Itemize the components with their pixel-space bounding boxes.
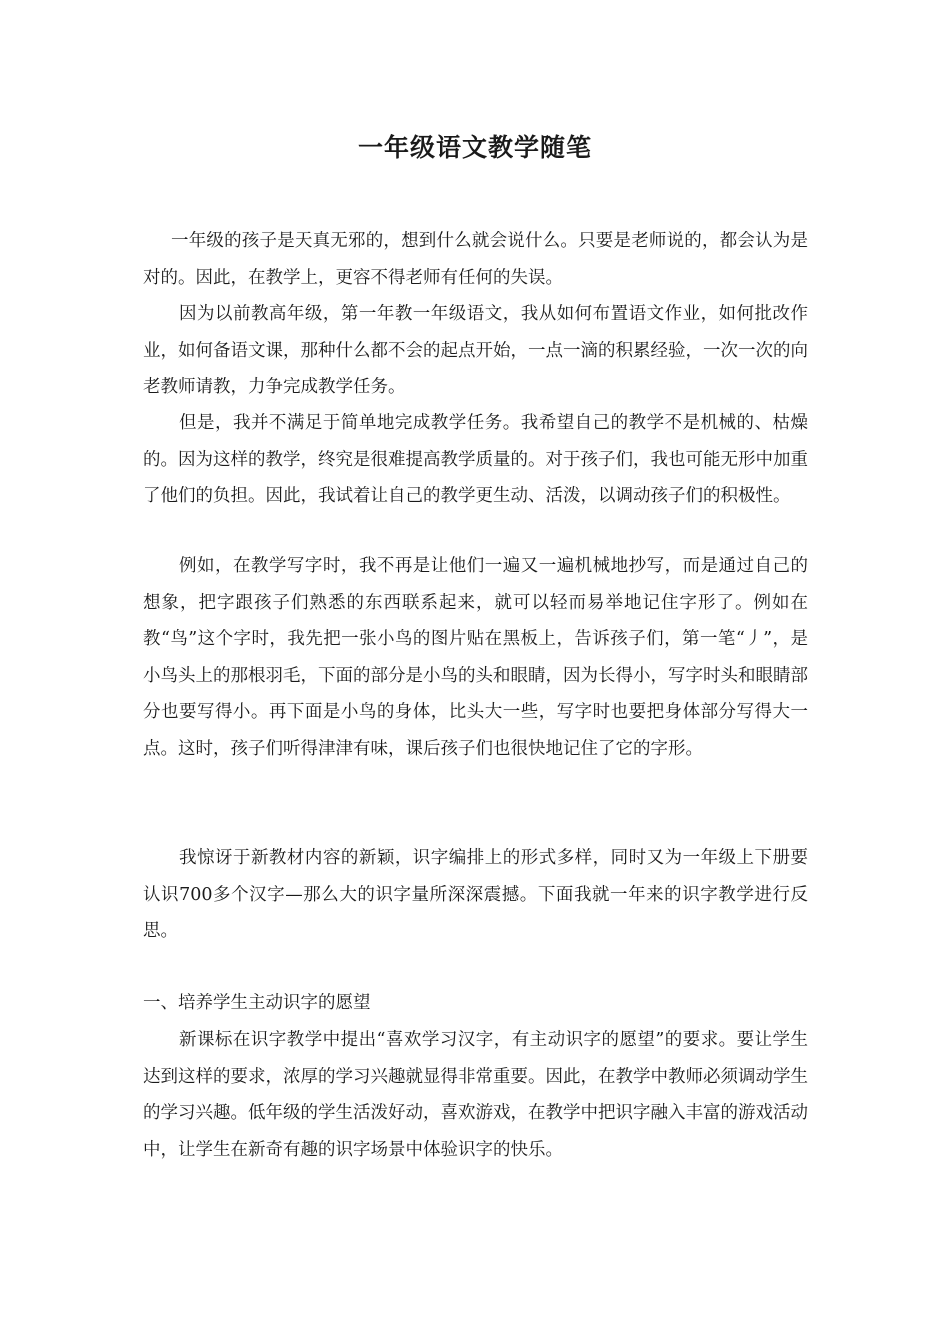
paragraph-1: 一年级的孩子是天真无邪的，想到什么就会说什么。只要是老师说的，都会认为是对的。因此，在教学上，更容不得老师有任何的失误。: [143, 231, 808, 288]
document-title: 一年级语文教学随笔: [357, 133, 592, 162]
paragraph-2: 因为以前教高年级，第一年教一年级语文，我从如何布置语文作业，如何批改作业，如何备语文课，那种什么都不会的起点开始，一点一滴的积累经验，一次一次的向老教师请教，力争完成教学任务。: [143, 304, 808, 397]
section-paragraph: 新课标在识字教学中提出“喜欢学习汉字，有主动识字的愿望”的要求。要让学生达到这样的要求，浓厚的学习兴趣就显得非常重要。因此，在教学中教师必须调动学生的学习兴趣。低年级的学生活泼好动，喜欢游戏，在教学中把识字融入丰富的游戏活动中，让学生在新奇有趣的识字场景中体验识字的快乐。: [143, 1030, 808, 1160]
paragraph-3: 但是，我并不满足于简单地完成教学任务。我希望自己的教学不是机械的、枯燥的。因为这样的教学，终究是很难提高教学质量的。对于孩子们，我也可能无形中加重了他们的负担。因此，我试着让自己的教学更生动、活泼，以调动孩子们的积极性。: [143, 413, 808, 506]
paragraph-5: 我惊讶于新教材内容的新颖，识字编排上的形式多样，同时又为一年级上下册要认识700多个汉字—那么大的识字量所深深震撼。下面我就一年来的识字教学进行反思。: [143, 848, 808, 941]
section-heading: 一、培养学生主动识字的愿望: [143, 993, 371, 1013]
paragraph-4: 例如，在教学写字时，我不再是让他们一遍又一遍机械地抄写，而是通过自己的想象，把字跟孩子们熟悉的东西联系起来，就可以轻而易举地记住字形了。例如在教“鸟”这个字时，我先把一张小鸟的图片贴在黑板上，告诉孩子们，第一笔“丿”，是小鸟头上的那根羽毛，下面的部分是小鸟的头和眼睛，因为长得小，写字时头和眼睛部分也要写得小。再下面是小鸟的身体，比头大一些，写字时也要把身体部分写得大一点。这时，孩子们听得津津有味，课后孩子们也很快地记住了它的字形。: [143, 556, 808, 759]
